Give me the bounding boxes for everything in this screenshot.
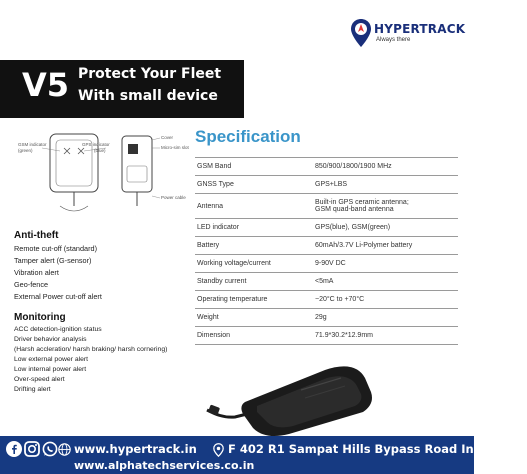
footer-secondary-website[interactable]: www.alphatechservices.co.in [74,459,255,472]
anti-theft-item: Geo-fence [14,280,49,289]
spec-row [195,194,458,219]
spec-row [195,158,458,176]
whatsapp-icon[interactable] [42,441,58,457]
gps-tracker-device-image [205,362,375,437]
monitoring-item: (Harsh accleration/ harsh braking/ harsh cornering) [14,346,168,353]
spec-key: LED indicator [195,219,313,237]
monitoring-item: Low external power alert [14,356,89,363]
spec-key: Operating temperature [195,291,313,309]
monitoring-item: ACC detection-ignition status [14,326,102,333]
spec-value [313,237,458,255]
spec-value [313,255,458,273]
banner-line-1: Protect Your Fleet [78,66,222,82]
gsm-indicator-label: GSM indicator [18,142,47,147]
spec-key: Antenna [195,194,313,219]
spec-row [195,237,458,255]
spec-row [195,176,458,194]
hypertrack-logo [350,18,468,52]
spec-row [195,273,458,291]
spec-key: Battery [195,237,313,255]
power-cable-label: Power cable [161,195,186,200]
micro-sim-slot-label: Micro-sim slot [161,145,189,150]
spec-value [313,176,458,194]
logo-tagline: Always there [376,37,411,43]
spec-value-line: 850/900/1800/1900 MHz [315,163,392,170]
spec-row [195,309,458,327]
spec-value-line: <5mA [315,278,334,285]
monitoring-item: Over-speed alert [14,376,65,383]
spec-value [313,219,458,237]
anti-theft-item: Remote cut-off (standard) [14,244,98,253]
location-pin-icon [350,18,372,48]
spec-value-line: GSM quad-band antenna [315,206,394,213]
anti-theft-item: Vibration alert [14,268,59,277]
specification-table [195,157,458,345]
gps-indicator-label: GPS indicator [82,142,110,147]
spec-value [313,309,458,327]
spec-value [313,158,458,176]
map-pin-icon [212,443,225,457]
cover-label: Cover [161,135,174,140]
gps-indicator-color-label: (blue) [94,148,106,153]
facebook-icon[interactable] [6,441,22,457]
spec-value-line: 60mAh/3.7V Li-Polymer battery [315,242,413,249]
spec-value-line: 29g [315,314,327,321]
logo-name: HYPERTRACK [374,22,466,36]
globe-icon [58,443,71,456]
spec-value-line: 71.9*30.2*12.9mm [315,332,373,339]
monitoring-item: Low internal power alert [14,366,87,373]
spec-value [313,327,458,345]
spec-row [195,219,458,237]
banner-line-2: With small device [78,88,218,104]
spec-key: Working voltage/current [195,255,313,273]
anti-theft-heading: Anti-theft [14,230,59,241]
spec-value-line: −20°C to +70°C [315,296,365,303]
spec-key: Standby current [195,273,313,291]
device-diagram [0,126,190,216]
specification-title: Specification [195,127,301,146]
spec-key: GNSS Type [195,176,313,194]
spec-value [313,291,458,309]
spec-row [195,291,458,309]
spec-key: Weight [195,309,313,327]
monitoring-item: Driver behavior analysis [14,336,87,343]
spec-value-line: GPS(blue), GSM(green) [315,224,391,231]
footer-address: F 402 R1 Sampat Hills Bypass Road Indore MP [228,442,527,456]
model-name: V5 [22,66,70,104]
footer-website-link[interactable]: www.hypertrack.in [74,442,197,456]
spec-value-line: 9-90V DC [315,260,346,267]
instagram-icon[interactable] [24,441,40,457]
spec-value [313,194,458,219]
anti-theft-item: External Power cut-off alert [14,292,102,301]
anti-theft-item: Tamper alert (G-sensor) [14,256,92,265]
spec-value-line: GPS+LBS [315,181,348,188]
spec-value-line: Built-in GPS ceramic antenna; [315,199,409,206]
spec-key: GSM Band [195,158,313,176]
gsm-indicator-color-label: (green) [18,148,33,153]
spec-row [195,327,458,345]
monitoring-heading: Monitoring [14,312,66,323]
monitoring-item: Drifting alert [14,386,51,393]
spec-row [195,255,458,273]
spec-value [313,273,458,291]
spec-key: Dimension [195,327,313,345]
